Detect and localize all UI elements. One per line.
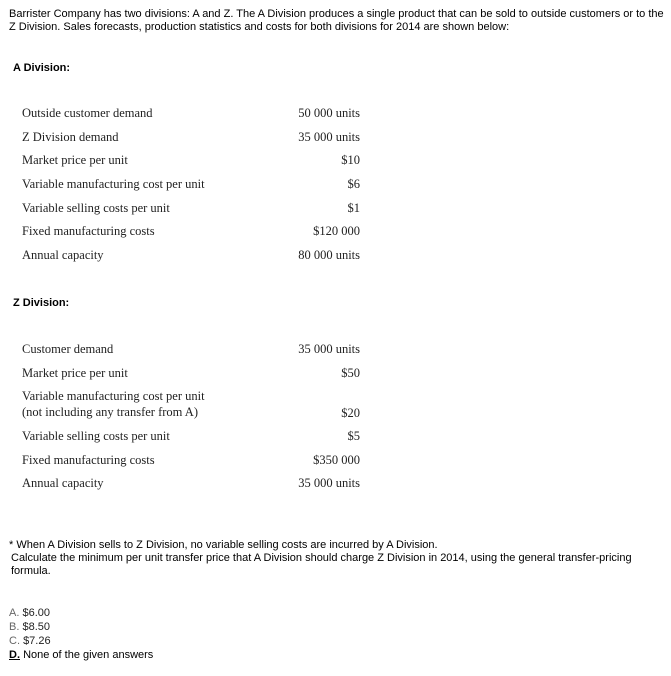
answer-text: $7.26 bbox=[23, 635, 51, 647]
row-label: Annual capacity bbox=[22, 248, 104, 262]
row-value: $5 bbox=[347, 429, 360, 443]
row-label: Market price per unit bbox=[22, 153, 128, 167]
answer-letter: C. bbox=[9, 635, 20, 647]
answer-text: $8.50 bbox=[22, 621, 50, 633]
row-value: $350 000 bbox=[313, 453, 360, 467]
row-value: $1 bbox=[347, 201, 360, 215]
z-division-title: Z Division: bbox=[13, 297, 70, 309]
row-label: Variable manufacturing cost per unit bbox=[22, 389, 205, 403]
row-value: $120 000 bbox=[313, 224, 360, 238]
answer-letter: A. bbox=[9, 607, 20, 619]
note-line-1: * When A Division sells to Z Division, no variable selling costs are incurred by A Division. bbox=[9, 539, 438, 551]
question-note bbox=[9, 539, 659, 578]
row-label: Fixed manufacturing costs bbox=[22, 453, 155, 467]
row-value: $10 bbox=[341, 153, 360, 167]
a-division-title: A Division: bbox=[13, 62, 71, 74]
answer-option-b[interactable] bbox=[9, 620, 153, 634]
answer-letter: D. bbox=[9, 649, 20, 661]
answer-list bbox=[9, 606, 153, 662]
row-value: 80 000 units bbox=[298, 248, 360, 262]
row-label: Variable manufacturing cost per unit bbox=[22, 177, 205, 191]
row-label: Z Division demand bbox=[22, 130, 119, 144]
row-label: Customer demand bbox=[22, 342, 114, 356]
row-value: 50 000 units bbox=[298, 106, 360, 120]
row-value: $50 bbox=[341, 366, 360, 380]
row-label: Variable selling costs per unit bbox=[22, 429, 170, 443]
row-label: Outside customer demand bbox=[22, 106, 153, 120]
row-label: Annual capacity bbox=[22, 476, 104, 490]
answer-text: None of the given answers bbox=[23, 649, 154, 661]
row-label: Variable selling costs per unit bbox=[22, 201, 170, 215]
row-label: Fixed manufacturing costs bbox=[22, 224, 155, 238]
answer-option-a[interactable] bbox=[9, 606, 153, 620]
answer-letter: B. bbox=[9, 621, 20, 633]
answer-option-d[interactable] bbox=[9, 648, 153, 662]
answer-option-c[interactable] bbox=[9, 634, 153, 648]
row-value: $20 bbox=[341, 406, 360, 420]
question-text: Calculate the minimum per unit transfer price that A Division should charge Z Division in 2014, using the general transfer-pricing formula. bbox=[11, 552, 632, 577]
row-value: 35 000 units bbox=[298, 342, 360, 356]
row-value: 35 000 units bbox=[298, 476, 360, 490]
row-label-continued: (not including any transfer from A) bbox=[22, 405, 198, 419]
row-value: 35 000 units bbox=[298, 130, 360, 144]
row-value: $6 bbox=[347, 177, 360, 191]
answer-text: $6.00 bbox=[22, 607, 50, 619]
row-label: Market price per unit bbox=[22, 366, 128, 380]
intro-text: Barrister Company has two divisions: A and Z. The A Division produces a single product that can be sold to outside customers or to the Z Division. Sales forecasts, production statistics and costs for both divisions for 2014 are shown below: bbox=[9, 8, 664, 33]
